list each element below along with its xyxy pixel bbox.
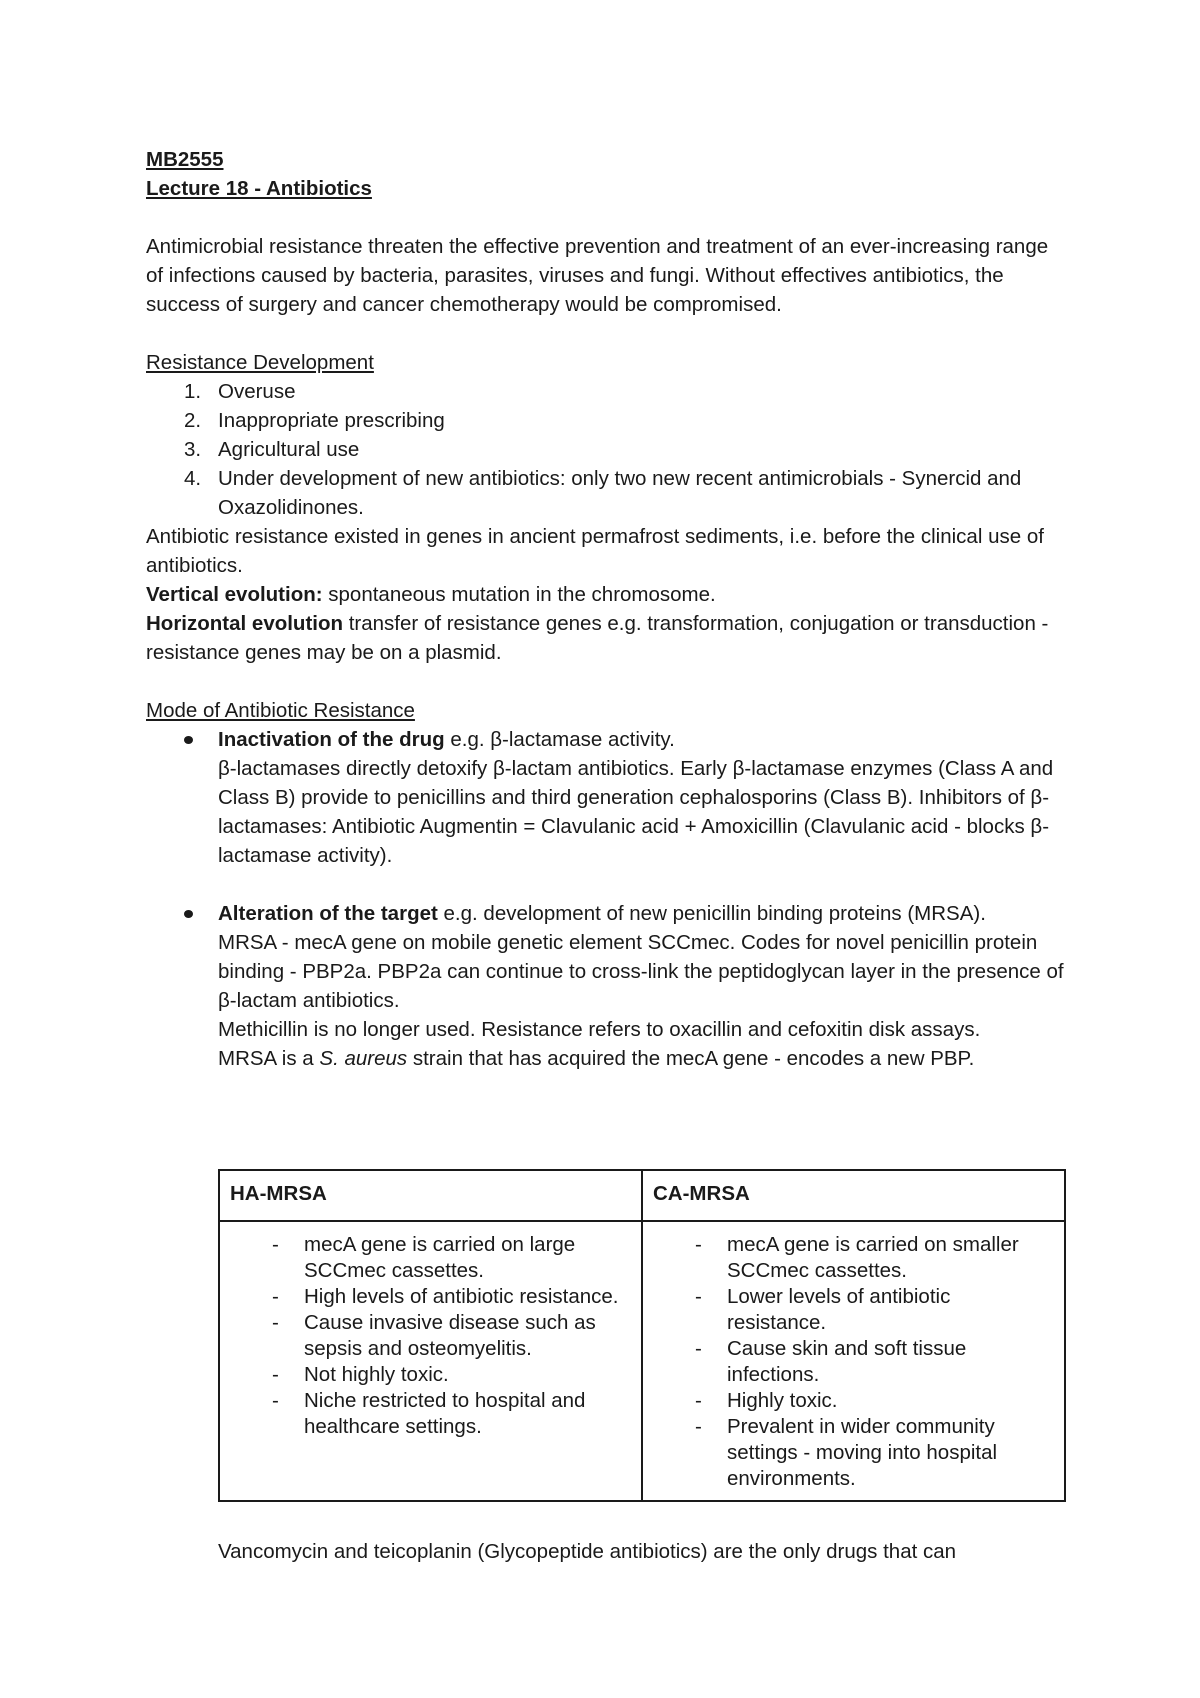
table-row: - Niche restricted to hospital and healthcare settings. (272, 1389, 586, 1438)
table-row: - Highly toxic. (695, 1389, 838, 1412)
mode-list-2 (146, 899, 1066, 1073)
table-header-ha-mrsa: HA-MRSA (219, 1170, 642, 1221)
bullet-icon (184, 736, 193, 744)
list-item-alteration: Alteration of the target e.g. development of new penicillin binding proteins (MRSA). MRSA - mecA gene on mobile genetic element SCCmec. Codes for novel penicillin protein binding - PBP2a. PBP2a can continue to cross-link the peptidoglycan layer in the presence of β-lactam antibiotics. Methicillin is no longer used. Resistance refers to oxacillin and cefoxitin disk assays. MRSA is a S. aureus strain that has acquired the mecA gene - encodes a new PBP. (146, 899, 1066, 1073)
list-item: 2. Inappropriate prescribing (184, 409, 445, 432)
glycopeptide-paragraph: Vancomycin and teicoplanin (Glycopeptide antibiotics) are the only drugs that can (218, 1540, 957, 1563)
list-item: 1. Overuse (184, 380, 296, 403)
ancient-genes-paragraph: Antibiotic resistance existed in genes in ancient permafrost sediments, i.e. before the clinical use of antibiotics. (146, 525, 1044, 577)
table-row: - mecA gene is carried on smaller SCCmec cassettes. (695, 1233, 1019, 1282)
document-page (146, 145, 1066, 1563)
ca-mrsa-cell (642, 1221, 1065, 1501)
table-row: - Lower levels of antibiotic resistance. (695, 1285, 951, 1334)
bullet-icon (184, 910, 193, 918)
methicillin-note: Methicillin is no longer used. Resistance refers to oxacillin and cefoxitin disk assays. (218, 1018, 981, 1041)
alteration-detail: MRSA - mecA gene on mobile genetic element SCCmec. Codes for novel penicillin protein binding - PBP2a. PBP2a can continue to cross-link the peptidoglycan layer in the presence of β-lactam antibiotics. (218, 931, 1064, 1012)
mrsa-definition: MRSA is a S. aureus strain that has acquired the mecA gene - encodes a new PBP. (218, 1047, 975, 1070)
table-row: - mecA gene is carried on large SCCmec cassettes. (272, 1233, 576, 1282)
course-code: MB2555 (146, 148, 224, 171)
table-row: - High levels of antibiotic resistance. (272, 1285, 619, 1308)
table-row: - Cause invasive disease such as sepsis and osteomyelitis. (272, 1311, 596, 1360)
resistance-development-heading: Resistance Development (146, 351, 374, 374)
list-item-inactivation: Inactivation of the drug e.g. β-lactamase activity. β-lactamases directly detoxify β-lactam antibiotics. Early β-lactamase enzymes (Class A and Class B) provide to penicillins and third generation cephalosporins (Class B). Inhibitors of β-lactamases: Antibiotic Augmentin = Clavulanic acid + Amoxicillin (Clavulanic acid - blocks β-lactamase activity). (146, 725, 1066, 870)
table-row: - Cause skin and soft tissue infections. (695, 1337, 967, 1386)
horizontal-evolution: Horizontal evolution transfer of resistance genes e.g. transformation, conjugation or transduction - resistance genes may be on a plasmid. (146, 612, 1049, 664)
inactivation-detail: β-lactamases directly detoxify β-lactam antibiotics. Early β-lactamase enzymes (Class A and Class B) provide to penicillins and third generation cephalosporins (Class B). Inhibitors of β-lactamases: Antibiotic Augmentin = Clavulanic acid + Amoxicillin (Clavulanic acid - blocks β-lactamase activity). (218, 757, 1054, 867)
lecture-title: Lecture 18 - Antibiotics (146, 177, 372, 200)
table-row: - Prevalent in wider community settings - moving into hospital environments. (695, 1415, 998, 1490)
table-header-ca-mrsa: CA-MRSA (642, 1170, 1065, 1221)
table-row: - Not highly toxic. (272, 1363, 449, 1386)
mrsa-comparison-table (218, 1169, 1066, 1502)
ha-mrsa-cell (219, 1221, 642, 1501)
list-item: 4. Under development of new antibiotics: only two new recent antimicrobials - Synercid and Oxazolidinones. (184, 467, 1022, 519)
list-item: 3. Agricultural use (184, 438, 360, 461)
intro-paragraph: Antimicrobial resistance threaten the effective prevention and treatment of an ever-increasing range of infections caused by bacteria, parasites, viruses and fungi. Without effectives antibiotics, the success of surgery and cancer chemotherapy would be compromised. (146, 235, 1049, 316)
vertical-evolution: Vertical evolution: spontaneous mutation in the chromosome. (146, 583, 716, 606)
resistance-development-list (146, 377, 1066, 522)
mode-heading: Mode of Antibiotic Resistance (146, 699, 415, 722)
mode-list (146, 725, 1066, 870)
